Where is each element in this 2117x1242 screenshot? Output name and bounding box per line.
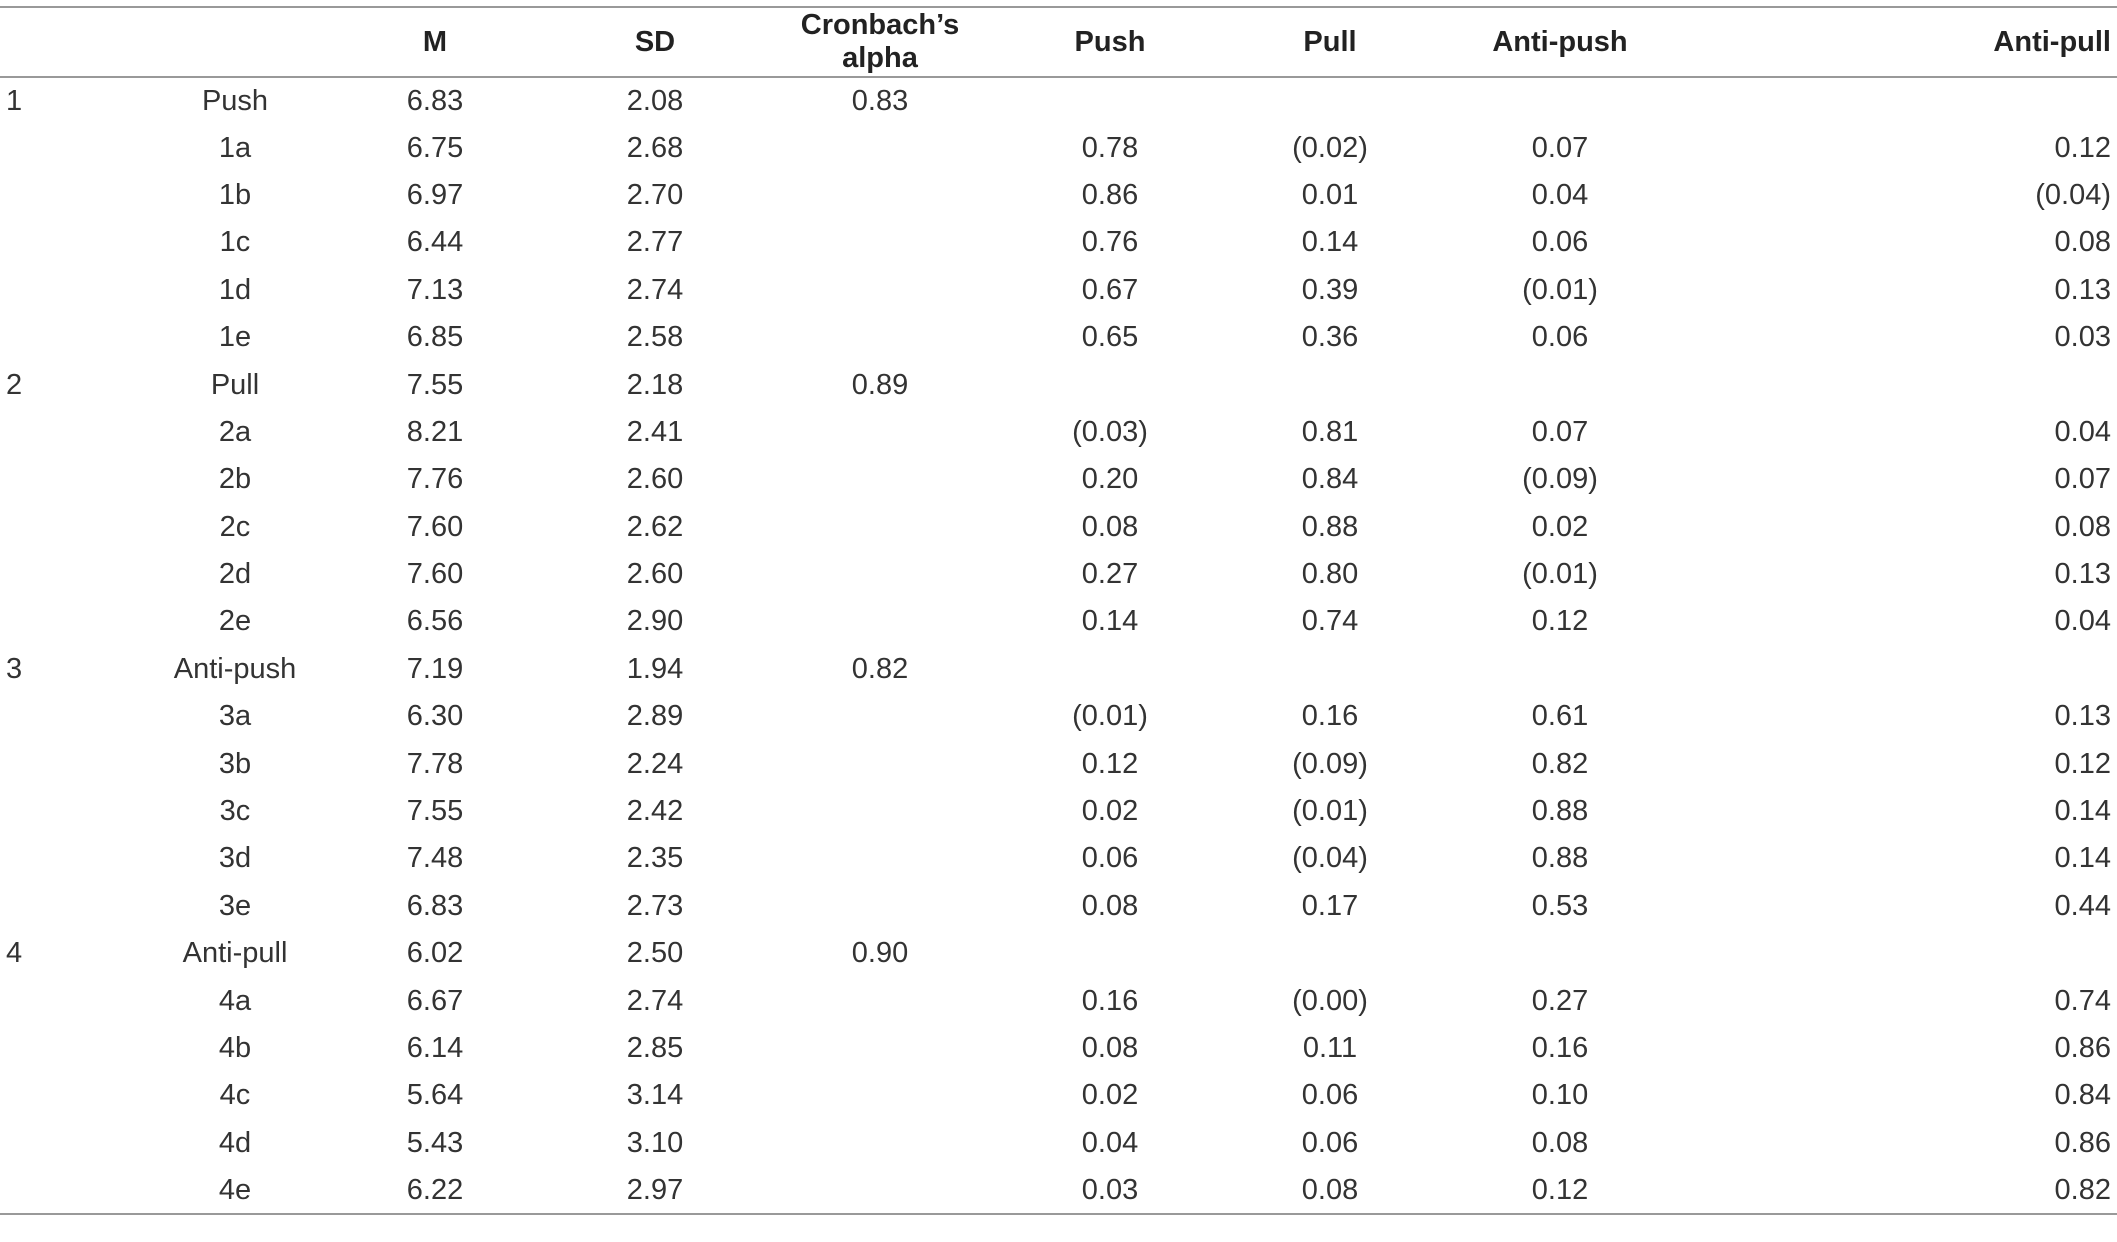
header-cronbach-alpha: Cronbach’s alpha bbox=[760, 7, 1000, 77]
cell-mean: 7.55 bbox=[406, 368, 464, 401]
cell-sd: 2.41 bbox=[626, 415, 684, 448]
cell-anti-pull bbox=[1680, 361, 2117, 408]
cell-pull: 0.14 bbox=[1301, 226, 1359, 259]
cell-cronbach-alpha bbox=[760, 124, 1000, 171]
cell-item: 1b bbox=[218, 178, 252, 211]
cell-anti-pull bbox=[1680, 930, 2117, 977]
factor-loading-table bbox=[0, 6, 2117, 1215]
cell-mean: 7.76 bbox=[406, 463, 464, 496]
table-row bbox=[0, 267, 2117, 314]
cell-push bbox=[1000, 930, 1220, 977]
cell-anti-pull: 0.08 bbox=[2054, 510, 2111, 543]
cell-index bbox=[0, 1120, 150, 1167]
table-row bbox=[0, 693, 2117, 740]
header-push: Push bbox=[1000, 7, 1220, 77]
cell-pull: (0.00) bbox=[1292, 984, 1368, 1017]
cell-anti-pull: 0.12 bbox=[2054, 747, 2111, 780]
cell-mean: 5.43 bbox=[406, 1126, 464, 1159]
cell-cronbach-alpha bbox=[760, 267, 1000, 314]
cell-pull: 0.84 bbox=[1301, 463, 1359, 496]
cell-pull: 0.36 bbox=[1301, 321, 1359, 354]
cell-index bbox=[0, 172, 150, 219]
cell-push bbox=[1000, 646, 1220, 693]
table-row bbox=[0, 835, 2117, 882]
cell-anti-pull: 0.13 bbox=[2054, 273, 2111, 306]
cell-item: 2a bbox=[218, 415, 252, 448]
cell-push: 0.08 bbox=[1081, 510, 1139, 543]
cell-item: Anti-push bbox=[173, 652, 297, 685]
table-row bbox=[0, 314, 2117, 361]
cell-pull bbox=[1220, 361, 1440, 408]
cell-sd: 2.74 bbox=[626, 273, 684, 306]
cell-anti-push: 0.88 bbox=[1531, 795, 1589, 828]
table-row bbox=[0, 883, 2117, 930]
cell-anti-pull: 0.84 bbox=[2054, 1079, 2111, 1112]
cell-item: 3c bbox=[219, 795, 251, 828]
table-row bbox=[0, 977, 2117, 1024]
cell-item: 3e bbox=[218, 889, 252, 922]
cell-pull: 0.11 bbox=[1302, 1032, 1358, 1064]
cell-cronbach-alpha bbox=[760, 172, 1000, 219]
cell-pull: 0.16 bbox=[1301, 700, 1359, 733]
cell-cronbach-alpha bbox=[760, 883, 1000, 930]
cell-sd: 2.35 bbox=[626, 842, 684, 875]
cell-anti-push bbox=[1440, 77, 1680, 124]
cell-anti-push: 0.10 bbox=[1531, 1079, 1589, 1112]
cell-mean: 6.56 bbox=[406, 605, 464, 638]
table-row bbox=[0, 504, 2117, 551]
cell-anti-push: 0.88 bbox=[1531, 842, 1589, 875]
cell-mean: 6.44 bbox=[406, 226, 464, 259]
cell-item: 2d bbox=[218, 558, 252, 591]
cell-pull: 0.17 bbox=[1301, 889, 1359, 922]
cell-item: Push bbox=[201, 84, 269, 117]
cell-cronbach-alpha bbox=[760, 835, 1000, 882]
cell-anti-pull: 0.13 bbox=[2054, 558, 2111, 591]
cell-sd: 2.89 bbox=[626, 700, 684, 733]
factor-table-container bbox=[0, 6, 2117, 1215]
table-row bbox=[0, 124, 2117, 171]
cell-cronbach-alpha bbox=[760, 219, 1000, 266]
cell-anti-pull: 0.13 bbox=[2054, 700, 2111, 733]
cell-sd: 2.08 bbox=[626, 84, 684, 117]
table-row bbox=[0, 409, 2117, 456]
cell-cronbach-alpha bbox=[760, 1072, 1000, 1119]
cell-push: 0.86 bbox=[1081, 178, 1139, 211]
cell-anti-push bbox=[1440, 646, 1680, 693]
cell-index bbox=[0, 1072, 150, 1119]
cell-mean: 7.13 bbox=[406, 273, 464, 306]
cell-push: (0.01) bbox=[1072, 700, 1148, 733]
cell-anti-push: 0.82 bbox=[1531, 747, 1589, 780]
cell-push: 0.20 bbox=[1081, 463, 1139, 496]
cell-push: 0.65 bbox=[1081, 321, 1139, 354]
cell-index bbox=[0, 788, 150, 835]
cell-push: 0.04 bbox=[1081, 1126, 1139, 1159]
cell-push: 0.02 bbox=[1081, 1079, 1139, 1112]
cell-sd: 2.58 bbox=[626, 321, 684, 354]
cell-anti-pull bbox=[1680, 646, 2117, 693]
cell-pull: 0.39 bbox=[1301, 273, 1359, 306]
cell-anti-pull: 0.04 bbox=[2054, 605, 2111, 638]
cell-index bbox=[0, 409, 150, 456]
cell-index bbox=[0, 740, 150, 787]
cell-item: Pull bbox=[210, 368, 260, 401]
cell-mean: 6.30 bbox=[406, 700, 464, 733]
cell-anti-pull: 0.44 bbox=[2054, 889, 2111, 922]
cell-mean: 7.55 bbox=[406, 795, 464, 828]
cell-pull: 0.06 bbox=[1301, 1079, 1359, 1112]
cell-mean: 5.64 bbox=[406, 1079, 464, 1112]
cell-index bbox=[0, 1167, 150, 1214]
cell-index bbox=[0, 219, 150, 266]
cell-cronbach-alpha bbox=[760, 409, 1000, 456]
cell-push: 0.12 bbox=[1081, 747, 1139, 780]
cell-sd: 1.94 bbox=[626, 652, 684, 685]
cell-item: 2e bbox=[218, 605, 252, 638]
cell-mean: 7.60 bbox=[406, 558, 464, 591]
cell-anti-push: 0.16 bbox=[1531, 1032, 1589, 1064]
cell-pull: 0.08 bbox=[1220, 1167, 1440, 1214]
header-sd: SD bbox=[550, 7, 760, 77]
cell-sd: 2.70 bbox=[626, 178, 684, 211]
cell-item: 4b bbox=[218, 1032, 252, 1064]
cell-cronbach-alpha bbox=[760, 740, 1000, 787]
cell-cronbach-alpha bbox=[760, 1167, 1000, 1214]
cell-cronbach-alpha bbox=[760, 456, 1000, 503]
cell-sd: 2.77 bbox=[626, 226, 684, 259]
cell-sd: 2.42 bbox=[626, 795, 684, 828]
cell-item: 3b bbox=[218, 747, 252, 780]
cell-pull: (0.04) bbox=[1292, 842, 1368, 875]
cell-anti-push: 0.27 bbox=[1531, 984, 1589, 1017]
cell-sd: 2.62 bbox=[626, 510, 684, 543]
cell-item: 4e bbox=[150, 1167, 320, 1214]
cell-anti-pull: 0.74 bbox=[2054, 984, 2111, 1017]
cell-anti-push: 0.53 bbox=[1531, 889, 1589, 922]
table-row bbox=[0, 172, 2117, 219]
cell-sd: 2.85 bbox=[626, 1032, 684, 1064]
cell-mean: 8.21 bbox=[406, 415, 464, 448]
cell-index bbox=[0, 1025, 150, 1072]
table-row bbox=[0, 740, 2117, 787]
cell-item: 4c bbox=[219, 1079, 251, 1112]
cell-anti-pull: 0.07 bbox=[2054, 463, 2111, 496]
cell-sd: 2.90 bbox=[626, 605, 684, 638]
table-row bbox=[0, 646, 2117, 693]
cell-push bbox=[1000, 361, 1220, 408]
cell-mean: 6.22 bbox=[320, 1167, 550, 1214]
cell-cronbach-alpha: 0.82 bbox=[851, 652, 909, 685]
cell-cronbach-alpha bbox=[760, 1120, 1000, 1167]
cell-cronbach-alpha: 0.90 bbox=[851, 937, 909, 970]
cell-cronbach-alpha: 0.83 bbox=[851, 84, 909, 117]
cell-mean: 6.75 bbox=[406, 131, 464, 164]
cell-cronbach-alpha bbox=[760, 504, 1000, 551]
cell-mean: 6.14 bbox=[406, 1032, 464, 1064]
cell-pull: 0.88 bbox=[1301, 510, 1359, 543]
cell-index bbox=[0, 693, 150, 740]
cell-anti-pull: 0.04 bbox=[2054, 415, 2111, 448]
cell-anti-push: 0.12 bbox=[1531, 605, 1589, 638]
cell-index bbox=[0, 977, 150, 1024]
cell-item: 1c bbox=[219, 226, 251, 259]
cell-push: 0.06 bbox=[1081, 842, 1139, 875]
header-pull: Pull bbox=[1220, 7, 1440, 77]
cell-mean: 7.78 bbox=[406, 747, 464, 780]
table-row bbox=[0, 456, 2117, 503]
cell-anti-pull: 0.03 bbox=[2054, 321, 2111, 354]
header-index bbox=[0, 7, 150, 77]
cell-item: 4d bbox=[218, 1126, 252, 1159]
header-row bbox=[0, 7, 2117, 77]
header-item bbox=[150, 7, 320, 77]
cell-sd: 2.73 bbox=[626, 889, 684, 922]
cell-anti-push bbox=[1440, 361, 1680, 408]
cell-anti-pull: 0.08 bbox=[2054, 226, 2111, 259]
header-mean: M bbox=[320, 7, 550, 77]
cell-push: (0.03) bbox=[1072, 415, 1148, 448]
cell-push: 0.67 bbox=[1081, 273, 1139, 306]
cell-push: 0.08 bbox=[1081, 1032, 1139, 1064]
table-body bbox=[0, 77, 2117, 1214]
cell-push bbox=[1000, 77, 1220, 124]
cell-mean: 6.85 bbox=[406, 321, 464, 354]
cell-item: 2c bbox=[219, 510, 251, 543]
cell-sd: 2.74 bbox=[626, 984, 684, 1017]
cell-index bbox=[0, 551, 150, 598]
cell-anti-pull: 0.12 bbox=[2054, 131, 2111, 164]
cell-index: 4 bbox=[6, 937, 23, 970]
cell-anti-push bbox=[1440, 930, 1680, 977]
cell-index bbox=[0, 314, 150, 361]
cell-index bbox=[0, 504, 150, 551]
table-row bbox=[0, 1025, 2117, 1072]
cell-cronbach-alpha: 0.89 bbox=[851, 368, 909, 401]
cell-item: 4a bbox=[218, 984, 252, 1017]
cell-pull: (0.09) bbox=[1292, 747, 1368, 780]
cell-item: 1a bbox=[218, 131, 252, 164]
cell-push: 0.76 bbox=[1081, 226, 1139, 259]
cell-push: 0.27 bbox=[1081, 558, 1139, 591]
cell-anti-pull bbox=[1680, 77, 2117, 124]
cell-mean: 7.60 bbox=[406, 510, 464, 543]
cell-pull: 0.74 bbox=[1301, 605, 1359, 638]
cell-mean: 6.02 bbox=[406, 937, 464, 970]
cell-push: 0.03 bbox=[1000, 1167, 1220, 1214]
cell-pull bbox=[1220, 77, 1440, 124]
table-row bbox=[0, 361, 2117, 408]
cell-anti-push: (0.09) bbox=[1522, 463, 1598, 496]
cell-pull bbox=[1220, 646, 1440, 693]
cell-index bbox=[0, 267, 150, 314]
cell-sd: 2.18 bbox=[626, 368, 684, 401]
cell-pull: 0.01 bbox=[1301, 178, 1359, 211]
cell-index bbox=[0, 835, 150, 882]
table-row bbox=[0, 77, 2117, 124]
table-row bbox=[0, 598, 2117, 645]
cell-item: 1e bbox=[218, 321, 252, 354]
cell-anti-push: (0.01) bbox=[1522, 273, 1598, 306]
cell-anti-push: 0.12 bbox=[1440, 1167, 1680, 1214]
cell-cronbach-alpha bbox=[760, 551, 1000, 598]
cell-index bbox=[0, 598, 150, 645]
cell-sd: 2.60 bbox=[626, 463, 684, 496]
table-row bbox=[0, 551, 2117, 598]
table-row bbox=[0, 219, 2117, 266]
cell-index: 2 bbox=[6, 368, 23, 401]
cell-mean: 6.67 bbox=[406, 984, 464, 1017]
cell-mean: 6.97 bbox=[406, 178, 464, 211]
cell-mean: 6.83 bbox=[406, 889, 464, 922]
cell-anti-push: 0.08 bbox=[1531, 1126, 1589, 1159]
cell-anti-push: 0.06 bbox=[1531, 226, 1589, 259]
cell-anti-push: 0.07 bbox=[1531, 415, 1589, 448]
cell-cronbach-alpha bbox=[760, 977, 1000, 1024]
cell-pull: 0.81 bbox=[1301, 415, 1359, 448]
cell-pull: 0.06 bbox=[1301, 1126, 1359, 1159]
cell-item: 1d bbox=[218, 273, 252, 306]
cell-push: 0.78 bbox=[1081, 131, 1139, 164]
cell-anti-push: 0.07 bbox=[1531, 131, 1589, 164]
cell-push: 0.08 bbox=[1081, 889, 1139, 922]
cell-item: 3d bbox=[218, 842, 252, 875]
table-row bbox=[0, 1120, 2117, 1167]
cell-index bbox=[0, 124, 150, 171]
cell-cronbach-alpha bbox=[760, 1025, 1000, 1072]
cell-sd: 2.24 bbox=[626, 747, 684, 780]
table-row bbox=[0, 1167, 2117, 1214]
table-row bbox=[0, 788, 2117, 835]
cell-index: 3 bbox=[6, 652, 23, 685]
cell-index bbox=[0, 456, 150, 503]
cell-sd: 3.10 bbox=[626, 1126, 684, 1159]
cell-push: 0.14 bbox=[1081, 605, 1139, 638]
header-anti-push: Anti-push bbox=[1440, 7, 1680, 77]
cell-push: 0.16 bbox=[1081, 984, 1139, 1017]
cell-cronbach-alpha bbox=[760, 693, 1000, 740]
cell-item: 3a bbox=[218, 700, 252, 733]
cell-index: 1 bbox=[6, 84, 23, 117]
cell-anti-push: 0.06 bbox=[1531, 321, 1589, 354]
cell-anti-pull: 0.14 bbox=[2054, 795, 2111, 828]
cell-push: 0.02 bbox=[1081, 795, 1139, 828]
cell-pull: 0.80 bbox=[1301, 558, 1359, 591]
cell-sd: 2.60 bbox=[626, 558, 684, 591]
cell-anti-push: 0.02 bbox=[1531, 510, 1589, 543]
cell-anti-push: 0.04 bbox=[1531, 178, 1589, 211]
cell-sd: 2.68 bbox=[626, 131, 684, 164]
cell-index bbox=[0, 883, 150, 930]
cell-pull: (0.01) bbox=[1292, 795, 1368, 828]
cell-mean: 7.48 bbox=[406, 842, 464, 875]
cell-anti-push: 0.61 bbox=[1531, 700, 1589, 733]
table-row bbox=[0, 1072, 2117, 1119]
cell-anti-push: (0.01) bbox=[1522, 558, 1598, 591]
cell-pull: (0.02) bbox=[1292, 131, 1368, 164]
cell-item: Anti-pull bbox=[182, 937, 288, 970]
cell-sd: 2.97 bbox=[550, 1167, 760, 1214]
cell-item: 2b bbox=[218, 463, 252, 496]
cell-mean: 7.19 bbox=[406, 652, 464, 685]
table-row bbox=[0, 930, 2117, 977]
cell-mean: 6.83 bbox=[406, 84, 464, 117]
cell-cronbach-alpha bbox=[760, 314, 1000, 361]
cell-sd: 2.50 bbox=[626, 937, 684, 970]
cell-anti-pull: 0.86 bbox=[2054, 1126, 2111, 1159]
cell-anti-pull: 0.82 bbox=[1680, 1167, 2117, 1214]
cell-cronbach-alpha bbox=[760, 598, 1000, 645]
cell-cronbach-alpha bbox=[760, 788, 1000, 835]
cell-anti-pull: 0.86 bbox=[2054, 1032, 2111, 1064]
header-anti-pull: Anti-pull bbox=[1680, 7, 2117, 77]
cell-pull bbox=[1220, 930, 1440, 977]
cell-anti-pull: 0.14 bbox=[2054, 842, 2111, 875]
cell-anti-pull: (0.04) bbox=[2035, 178, 2111, 211]
cell-sd: 3.14 bbox=[626, 1079, 684, 1112]
